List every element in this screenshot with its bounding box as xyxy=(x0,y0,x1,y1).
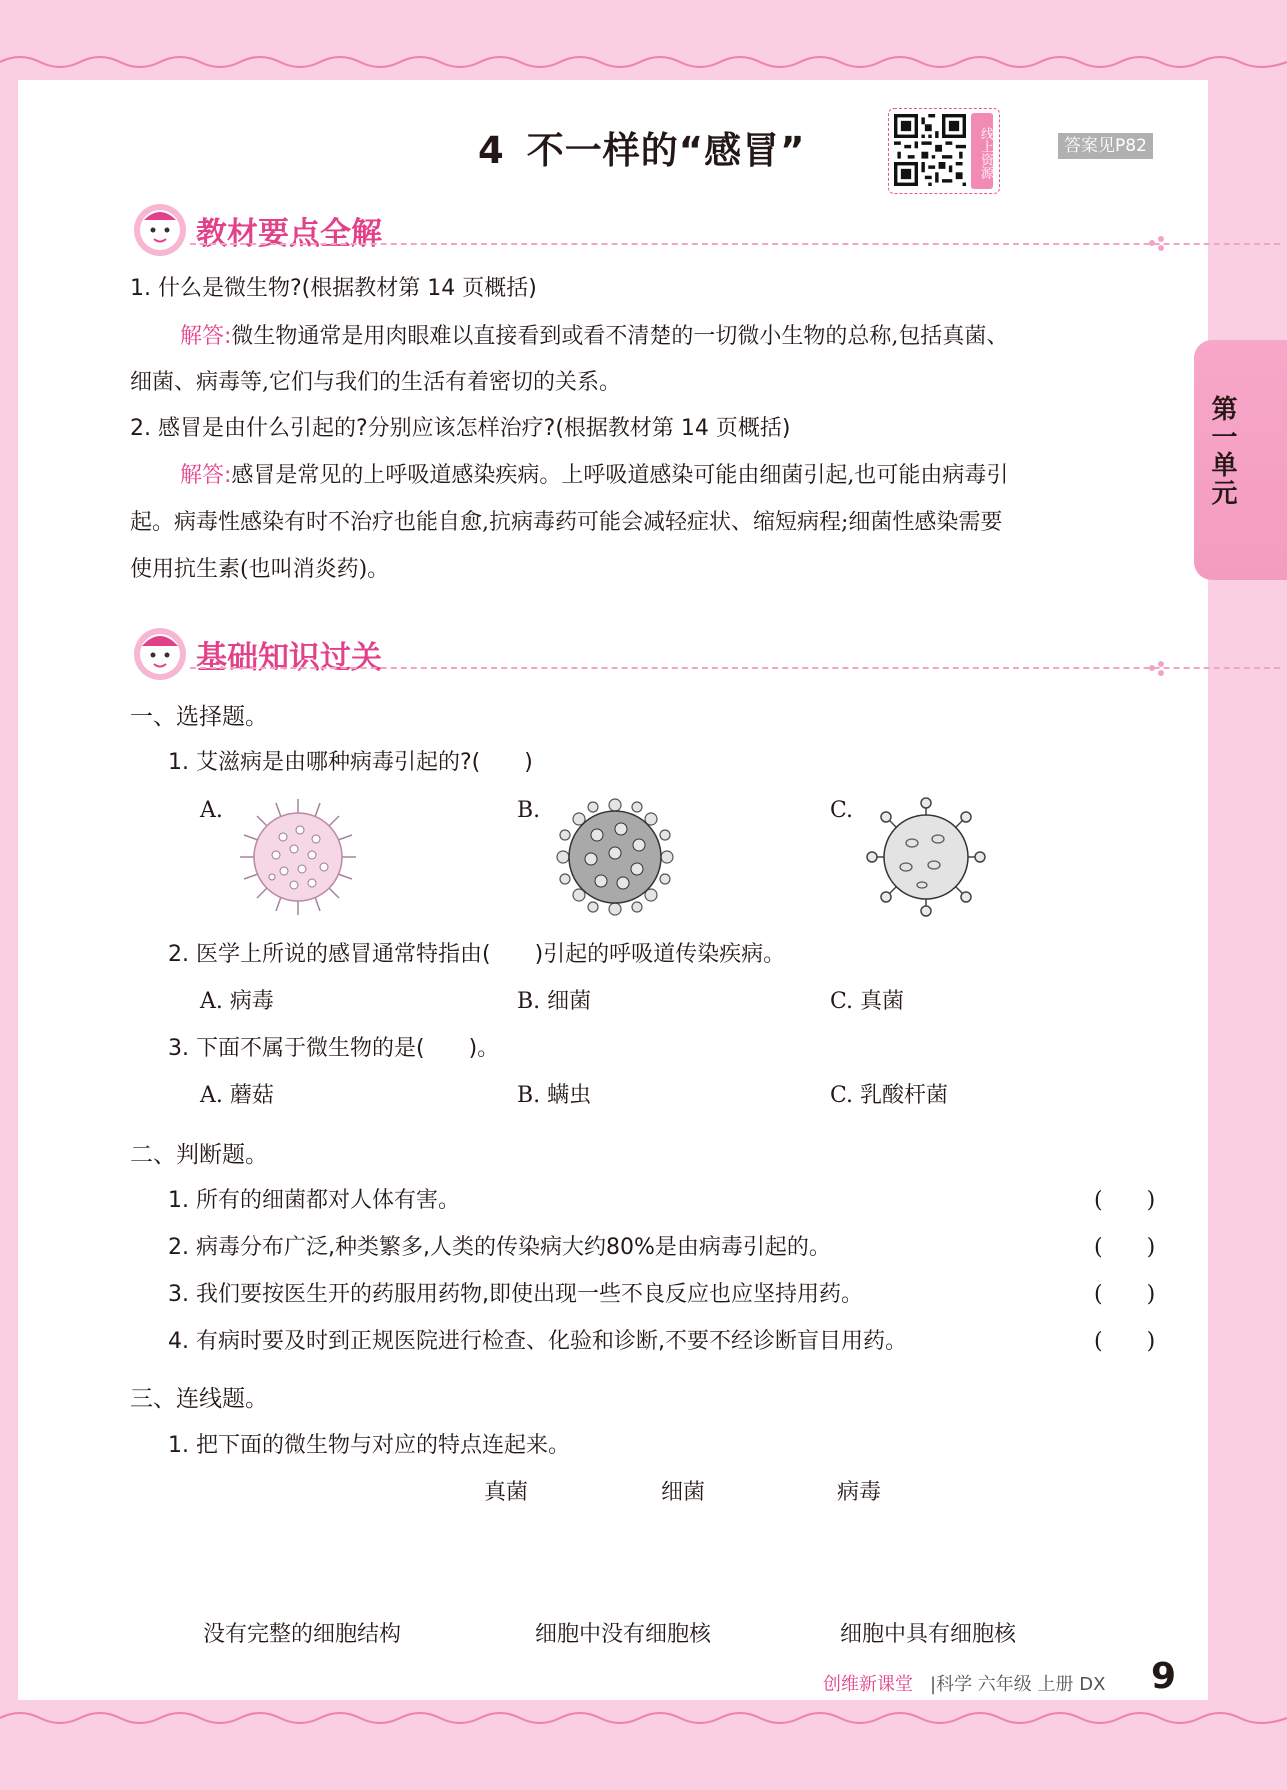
judge-item-4: 4. 有病时要及时到正规医院进行检查、化验和诊断,不要不经诊断盲目用药。 xyxy=(168,1329,907,1354)
answer-reference-badge: 答案见P82 xyxy=(1058,133,1153,159)
answer-label: 解答: xyxy=(180,463,232,488)
option-a-label: A. xyxy=(200,798,223,823)
choice-question-3: 3. 下面不属于微生物的是( )。 xyxy=(168,1036,500,1061)
dots-decoration-icon xyxy=(1148,234,1170,252)
part-3-heading: 三、连线题。 xyxy=(130,1386,268,1412)
part-1-heading: 一、选择题。 xyxy=(130,704,268,730)
judge-answer-paren[interactable]: ( ) xyxy=(1094,1282,1156,1307)
section-title: 教材要点全解 xyxy=(196,216,382,252)
hiv-virus-image xyxy=(238,797,358,917)
lesson-title xyxy=(478,120,805,174)
lesson-number: 4 xyxy=(478,129,505,172)
dots-decoration-icon xyxy=(1148,659,1170,677)
judge-item-3: 3. 我们要按医生开的药服用药物,即使出现一些不良反应也应坚持用药。 xyxy=(168,1282,863,1307)
lesson-title-text: 不一样的“感冒” xyxy=(526,129,806,172)
match-top-fungi[interactable]: 真菌 xyxy=(484,1480,529,1505)
qr-resource-box[interactable] xyxy=(888,108,1000,194)
qr-code-icon xyxy=(894,114,966,186)
cartoon-avatar-icon xyxy=(130,624,190,682)
match-bottom-no-nucleus[interactable]: 细胞中没有细胞核 xyxy=(535,1622,712,1647)
coronavirus-image xyxy=(866,797,986,917)
q2-option-c: C. 真菌 xyxy=(830,989,905,1014)
option-b-label: B. xyxy=(517,798,541,823)
question-2: 2. 感冒是由什么引起的?分别应该怎样治疗?(根据教材第 14 页概括) xyxy=(130,416,791,441)
judge-answer-paren[interactable]: ( ) xyxy=(1094,1188,1156,1213)
section-divider xyxy=(190,667,1280,669)
q3-option-b: B. 螨虫 xyxy=(517,1083,592,1108)
answer-2-line-2: 起。病毒性感染有时不治疗也能自愈,抗病毒药可能会减轻症状、缩短病程;细菌性感染需要 xyxy=(130,510,1003,535)
section-title: 基础知识过关 xyxy=(196,640,382,676)
match-bottom-has-nucleus[interactable]: 细胞中具有细胞核 xyxy=(840,1622,1017,1647)
judge-item-1: 1. 所有的细菌都对人体有害。 xyxy=(168,1188,460,1213)
section-header-textbook xyxy=(130,200,1170,260)
q3-option-a: A. 蘑菇 xyxy=(200,1083,274,1108)
matching-question-1: 1. 把下面的微生物与对应的特点连起来。 xyxy=(168,1433,570,1458)
page-number: 9 xyxy=(1151,1656,1177,1697)
answer-1-line-2: 细菌、病毒等,它们与我们的生活有着密切的关系。 xyxy=(130,370,621,395)
judge-item-2: 2. 病毒分布广泛,种类繁多,人类的传染病大约80%是由病毒引起的。 xyxy=(168,1235,831,1260)
q2-option-a: A. 病毒 xyxy=(200,989,274,1014)
q2-option-b: B. 细菌 xyxy=(517,989,592,1014)
choice-question-2: 2. 医学上所说的感冒通常特指由( )引起的呼吸道传染疾病。 xyxy=(168,942,786,967)
cartoon-avatar-icon xyxy=(130,200,190,258)
flu-virus-image xyxy=(555,797,675,917)
answer-2-line-1: 解答:感冒是常见的上呼吸道感染疾病。上呼吸道感染可能由细菌引起,也可能由病毒引 xyxy=(180,463,1009,488)
choice-question-1: 1. 艾滋病是由哪种病毒引起的?( ) xyxy=(168,750,533,775)
section-header-basics xyxy=(130,624,1170,684)
judge-answer-paren[interactable]: ( ) xyxy=(1094,1235,1156,1260)
footer-subtitle: |科学 六年级 上册 DX xyxy=(930,1674,1106,1695)
part-2-heading: 二、判断题。 xyxy=(130,1142,268,1168)
qr-label: 线上资源 xyxy=(971,113,993,189)
option-c-label: C. xyxy=(830,798,854,823)
judge-answer-paren[interactable]: ( ) xyxy=(1094,1329,1156,1354)
match-top-bacteria[interactable]: 细菌 xyxy=(661,1480,706,1505)
bottom-wavy-border xyxy=(0,1680,1287,1790)
question-1: 1. 什么是微生物?(根据教材第 14 页概括) xyxy=(130,276,537,301)
match-bottom-no-cell-structure[interactable]: 没有完整的细胞结构 xyxy=(203,1622,402,1647)
unit-side-tab-label: 第一单元 xyxy=(1207,395,1237,507)
section-divider xyxy=(190,243,1280,245)
answer-label: 解答: xyxy=(180,324,232,349)
footer-brand: 创维新课堂 xyxy=(823,1674,913,1695)
answer-1-line-1: 解答:微生物通常是用肉眼难以直接看到或看不清楚的一切微小生物的总称,包括真菌、 xyxy=(180,324,1009,349)
match-top-virus[interactable]: 病毒 xyxy=(837,1480,882,1505)
answer-2-line-3: 使用抗生素(也叫消炎药)。 xyxy=(130,557,390,582)
q3-option-c: C. 乳酸杆菌 xyxy=(830,1083,949,1108)
